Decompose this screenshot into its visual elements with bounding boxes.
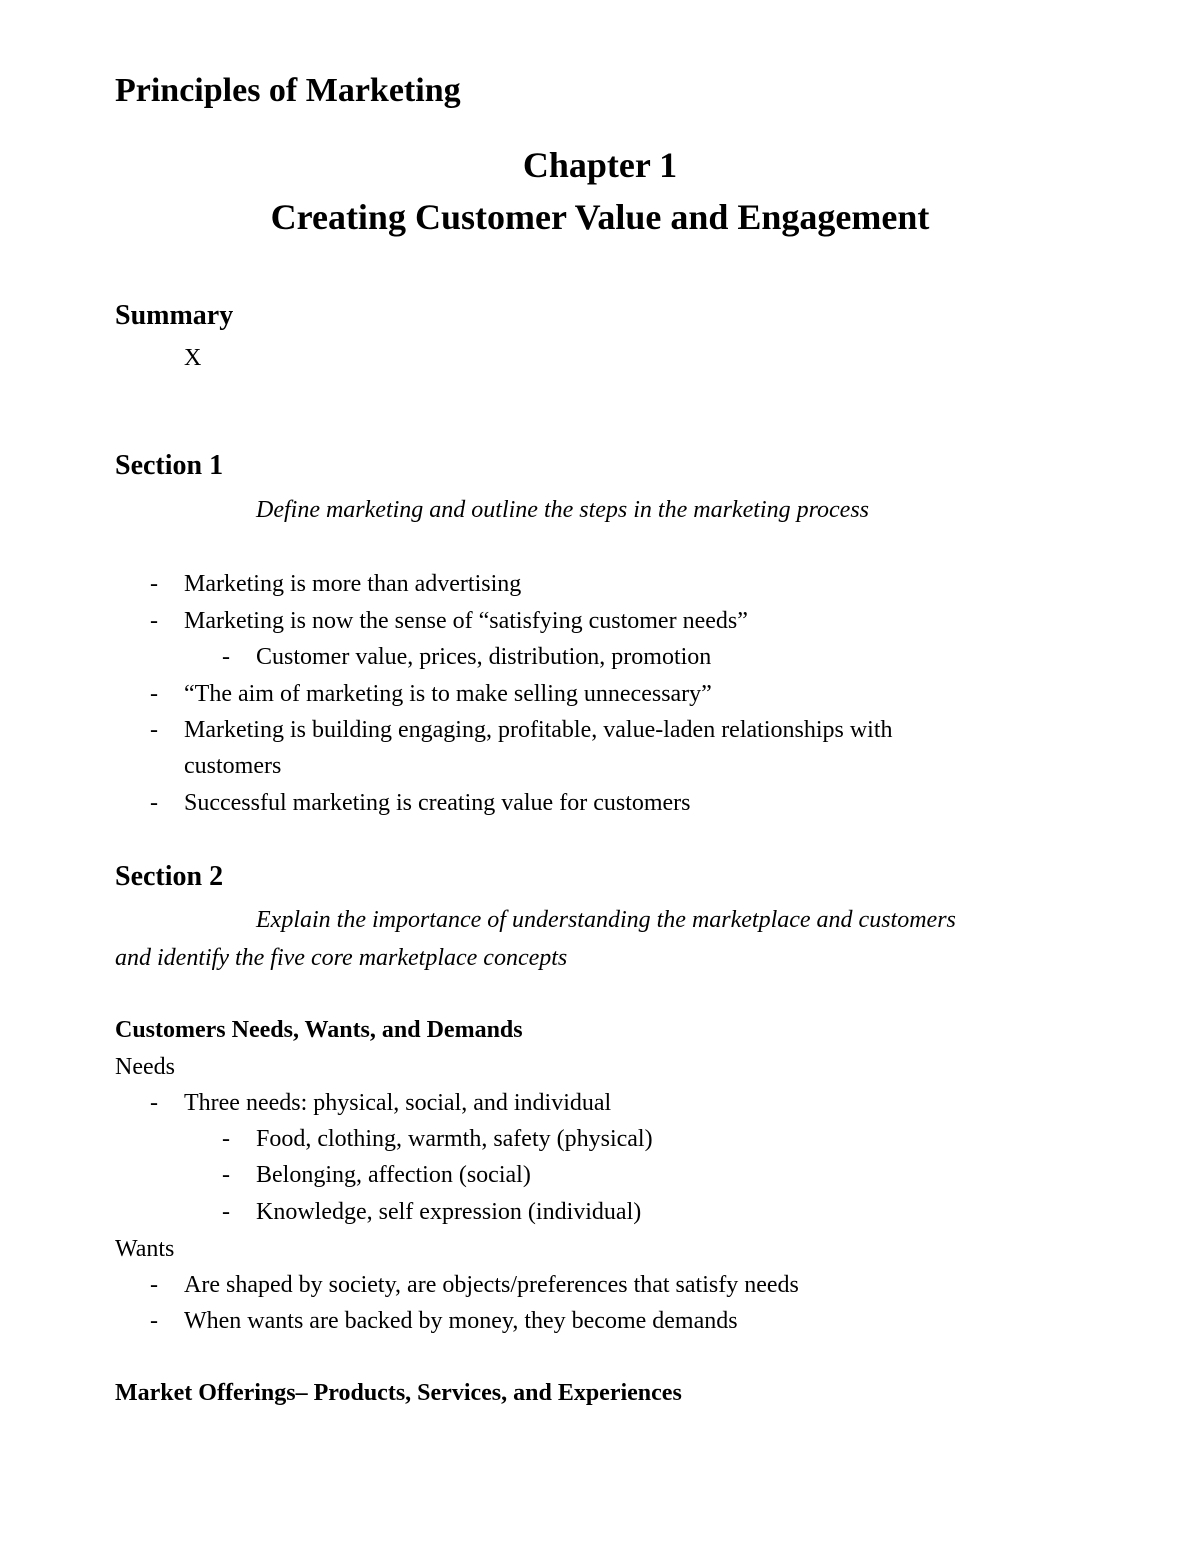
chapter-title: Creating Customer Value and Engagement <box>270 197 930 237</box>
bullet-dash: - <box>150 681 158 707</box>
bullet-dash: - <box>150 1090 158 1116</box>
list-item: Marketing is now the sense of “satisfying customer needs” <box>184 608 748 634</box>
list-item-continuation: customers <box>184 753 282 779</box>
section2-objective-line1: Explain the importance of understanding the marketplace and customers <box>256 907 956 933</box>
list-item: Belonging, affection (social) <box>256 1162 531 1188</box>
section1-heading: Section 1 <box>115 450 224 481</box>
list-item: Successful marketing is creating value for customers <box>184 790 691 816</box>
summary-heading: Summary <box>115 300 234 331</box>
bullet-dash: - <box>150 717 158 743</box>
section1-objective: Define marketing and outline the steps in the marketing process <box>256 497 869 523</box>
bullet-dash: - <box>222 1126 230 1152</box>
list-item: Marketing is more than advertising <box>184 571 522 597</box>
subsection-heading-needs-wants-demands: Customers Needs, Wants, and Demands <box>115 1017 523 1043</box>
bullet-dash: - <box>222 1199 230 1225</box>
section2-objective-line2: and identify the five core marketplace concepts <box>115 945 568 971</box>
needs-label: Needs <box>115 1054 175 1080</box>
bullet-dash: - <box>150 608 158 634</box>
summary-content: X <box>184 345 202 371</box>
chapter-number: Chapter 1 <box>522 145 678 185</box>
bullet-dash: - <box>150 1272 158 1298</box>
list-item: When wants are backed by money, they become demands <box>184 1308 738 1334</box>
list-item: Customer value, prices, distribution, promotion <box>256 644 712 670</box>
list-item: Food, clothing, warmth, safety (physical) <box>256 1126 653 1152</box>
bullet-dash: - <box>150 790 158 816</box>
subsection-heading-market-offerings: Market Offerings– Products, Services, and Experiences <box>115 1380 682 1406</box>
list-item: Knowledge, self expression (individual) <box>256 1199 642 1225</box>
bullet-dash: - <box>150 571 158 597</box>
list-item: Marketing is building engaging, profitable, value-laden relationships with <box>184 717 893 743</box>
list-item: Are shaped by society, are objects/preferences that satisfy needs <box>184 1272 799 1298</box>
list-item: “The aim of marketing is to make selling unnecessary” <box>184 681 712 707</box>
section2-heading: Section 2 <box>115 861 224 892</box>
bullet-dash: - <box>222 1162 230 1188</box>
wants-label: Wants <box>115 1236 175 1262</box>
list-item: Three needs: physical, social, and individual <box>184 1090 612 1116</box>
document-title: Principles of Marketing <box>115 72 461 109</box>
bullet-dash: - <box>222 644 230 670</box>
bullet-dash: - <box>150 1308 158 1334</box>
